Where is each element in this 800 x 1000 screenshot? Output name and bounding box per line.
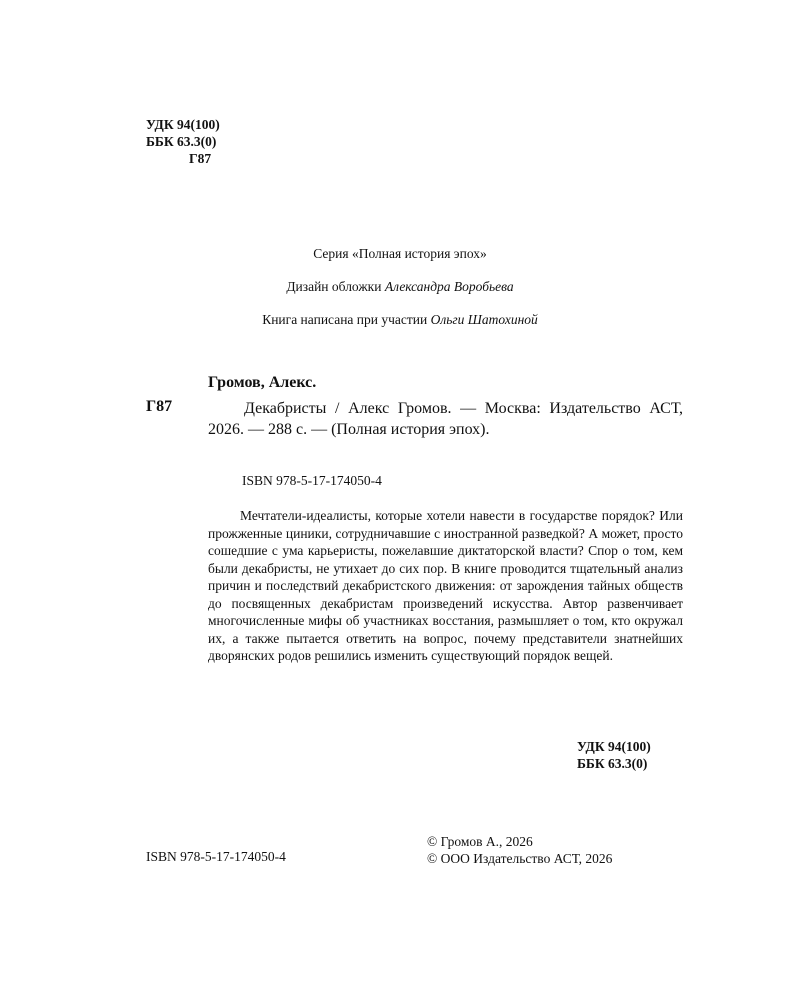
- cover-designer-name: Александра Воробьева: [384, 279, 514, 294]
- series-line: Серия «Полная история эпох»: [313, 246, 487, 261]
- cover-design-line: [0, 279, 800, 295]
- description-text: Декабристы / Алекс Громов. — Москва: Издательство АСТ, 2026. — 288 с. — (Полная история эпох).: [208, 400, 683, 438]
- author-heading: Громов, Алекс.: [208, 374, 317, 391]
- bbk-code: ББК 63.3(0): [146, 134, 217, 149]
- annotation-block: [208, 507, 683, 665]
- cover-design-label: Дизайн обложки: [286, 279, 382, 294]
- bibliographic-description: [208, 398, 683, 440]
- udk-code-bottom: УДК 94(100): [577, 739, 651, 754]
- classification-block-bottom: [577, 738, 651, 772]
- contributor-label: Книга написана при участии: [262, 312, 428, 327]
- copyright-author: © Громов А., 2026: [427, 834, 533, 849]
- annotation-text: Мечтатели-идеалисты, которые хотели навести в государстве порядок? Или прожженные циники, сотрудничавшие с иностранной разведкой? А может, просто сошедшие с ума карьеристы, пожелавшие диктаторской власти? Спор о том, кем были декабристы, не утихает до сих пор. В книге проводится тщательный анализ причин и последствий декабристского движения: от зарождения тайных обществ до посвященных декабристам произведений искусства. Автор развенчивает многочисленные мифы об участниках восстания, размышляет о том, кто окружал их, а также пытается ответить на вопрос, почему представители знатнейших дворянских родов решились изменить существующий порядок вещей.: [208, 508, 683, 663]
- author-mark-code: Г87: [189, 151, 212, 166]
- udk-code: УДК 94(100): [146, 117, 220, 132]
- isbn-entry: ISBN 978-5-17-174050-4: [242, 473, 382, 488]
- author-mark-left: Г87: [146, 398, 173, 415]
- classification-block-top: [146, 116, 220, 167]
- contributor-line: [0, 312, 800, 328]
- copyright-publisher: © ООО Издательство АСТ, 2026: [427, 851, 613, 866]
- contributor-name: Ольги Шатохиной: [430, 312, 538, 327]
- isbn-footer: ISBN 978-5-17-174050-4: [146, 849, 286, 864]
- bbk-code-bottom: ББК 63.3(0): [577, 756, 648, 771]
- copyright-block: [427, 833, 612, 867]
